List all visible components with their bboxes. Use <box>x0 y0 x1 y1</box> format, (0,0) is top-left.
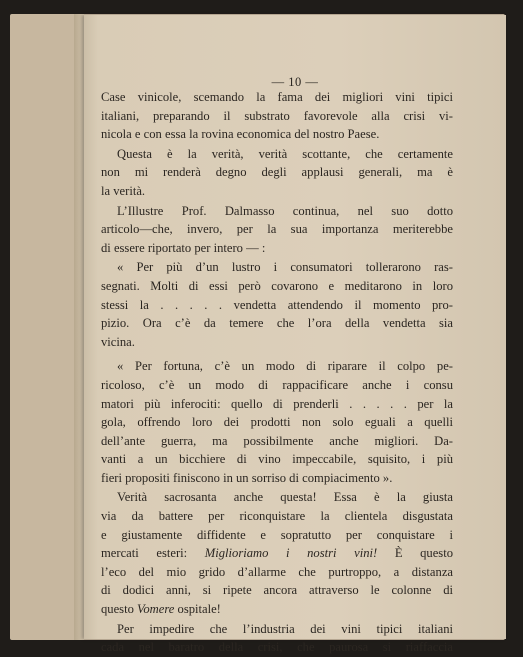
text-line: italiani, preparando il substrato favorevole alla crisi vi- <box>101 108 453 123</box>
text-line: la verità. <box>101 183 146 198</box>
text-line: e giustamente diffidente e sopratutto per conquistare i <box>101 527 453 542</box>
paragraph-1 <box>101 88 453 144</box>
text-fragment: ospitale! <box>177 602 221 617</box>
text-line: articolo—che, invero, per la sua importanza meriterebbe <box>101 222 453 237</box>
text-line: di essere riportato per intero — : <box>101 240 266 255</box>
text-line: vanti a un bicchiere di vino impeccabile, squisito, i più <box>101 452 453 467</box>
quote-paragraph-1 <box>101 258 453 351</box>
text-line: « Per più d’un lustro i consumatori tollerarono ras- <box>117 260 453 275</box>
paragraph-3 <box>101 202 453 258</box>
text-line-with-italic <box>101 544 453 563</box>
quote-paragraph-2 <box>101 357 453 487</box>
text-fragment: questo <box>101 602 134 617</box>
page-number: — 10 — <box>271 75 319 89</box>
text-line: di dodici anni, si ripete ancora attraverso le colonne di <box>101 583 453 598</box>
text-line: cada nel baratro della crisi, che paurosa si riaffaccia <box>101 640 453 655</box>
text-line: stessi la . . . . . vendetta attendendo il momento pro- <box>101 297 453 312</box>
text-line: matori più inferociti: quello di prenderli . . . . . per la <box>101 396 453 411</box>
text-line: via da battere per riconquistare la clientela disgustata <box>101 509 453 524</box>
text-line: l’eco del mio grido d’allarme che purtroppo, a distanza <box>101 564 453 579</box>
text-line: non mi renderà degno degli applausi generali, ma è <box>101 165 453 180</box>
paragraph-2 <box>101 145 453 201</box>
text-line: Verità sacrosanta anche questa! Essa è la giusta <box>117 490 453 505</box>
text-line-with-italic <box>101 600 453 619</box>
text-line: Per impedire che l’industria dei vini tipici italiani <box>117 621 453 636</box>
text-line: vicina. <box>101 334 135 349</box>
text-line: « Per fortuna, c’è un modo di riparare il colpo pe- <box>117 359 453 374</box>
italic-slogan: Miglioriamo i nostri vini! <box>204 546 378 561</box>
text-line: dell’ante guerra, ma possibilmente anche migliori. Da- <box>101 433 453 448</box>
body-text <box>101 88 453 657</box>
text-line: L’Illustre Prof. Dalmasso continua, nel suo dotto <box>117 203 453 218</box>
italic-newspaper-name: Vomere <box>137 602 175 617</box>
text-line: pizio. Ora c’è da temere che l’ora della vendetta sia <box>101 316 453 331</box>
text-line: gola, offrendo loro dei prodotti non solo eguali a quelli <box>101 415 453 430</box>
text-line: ricoloso, c’è un modo di rappacificare anche i consu <box>101 377 453 392</box>
text-line: nicola e con essa la rovina economica del nostro Paese. <box>101 127 380 142</box>
paragraph-6 <box>101 488 453 618</box>
text-line: Questa è la verità, verità scottante, che certamente <box>117 146 453 161</box>
text-fragment: È questo <box>394 546 453 561</box>
page-fold-edge <box>74 14 84 640</box>
text-line: Case vinicole, scemando la fama dei migliori vini tipici <box>101 90 453 104</box>
text-line: segnati. Molti di essi però covarono e meditarono in loro <box>101 278 453 293</box>
paragraph-7 <box>101 620 453 657</box>
text-fragment: mercati esteri: <box>101 546 188 561</box>
text-line: fieri propositi finiscono in un sorriso di compiacimento ». <box>101 470 393 485</box>
